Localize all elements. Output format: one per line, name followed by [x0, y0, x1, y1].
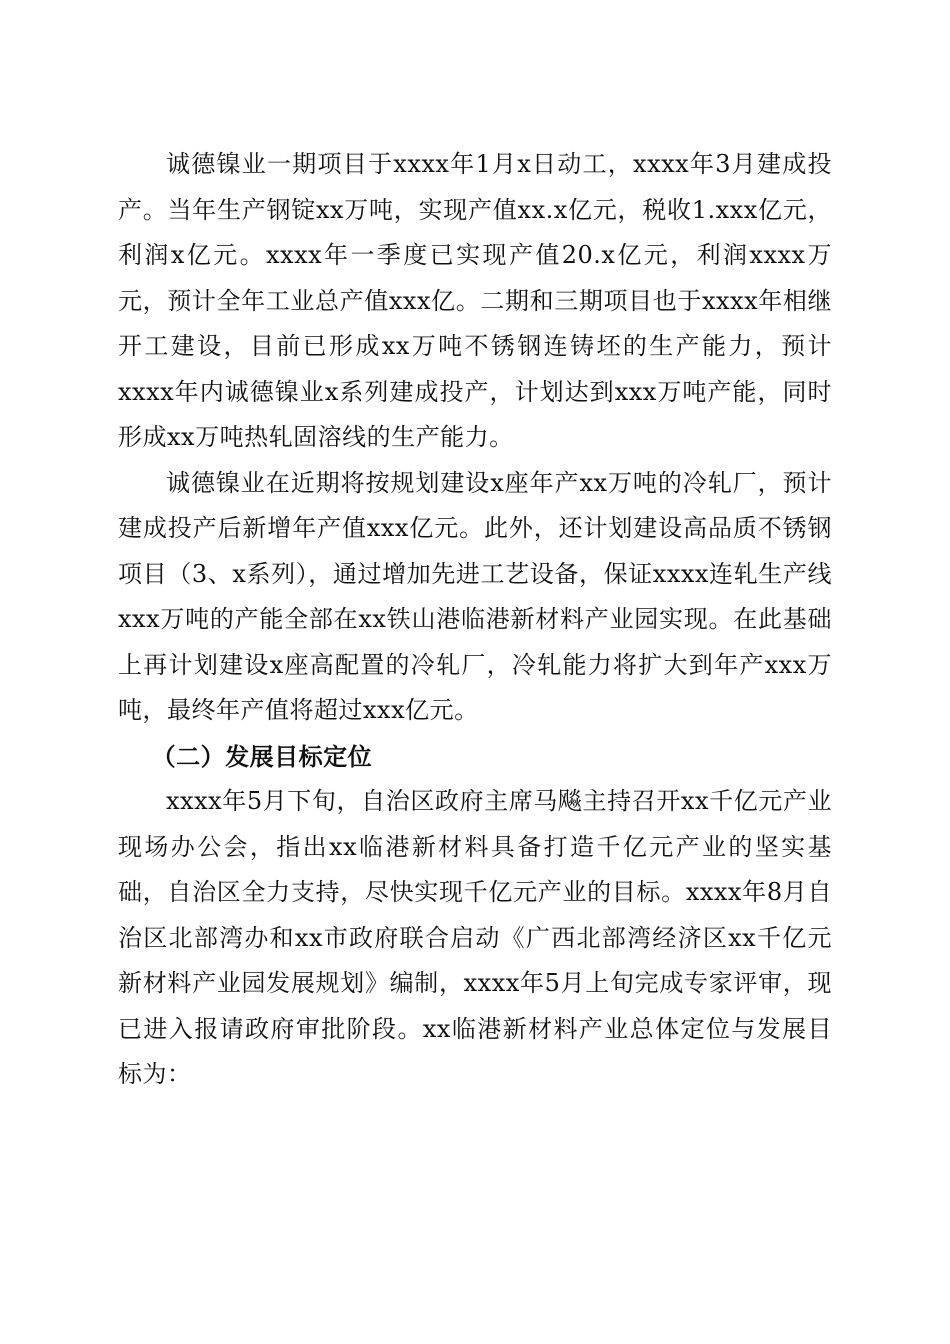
body-paragraph-2: 诚德镍业在近期将按规划建设x座年产xx万吨的冷轧厂，预计建成投产后新增年产值xxx亿元。此外，还计划建设高品质不锈钢项目（3、x系列），通过增加先进工艺设备，保证xxxx连轧生产线xxx万吨的产能全部在xx铁山港临港新材料产业园实现。在此基础上再计划建设x座高配置的冷轧厂，冷轧能力将扩大到年产xxx万吨，最终年产值将超过xxx亿元。	[118, 468, 832, 724]
body-paragraph-1: 诚德镍业一期项目于xxxx年1月x日动工，xxxx年3月建成投产。当年生产钢锭xx万吨，实现产值xx.x亿元，税收1.xxx亿元，利润x亿元。xxxx年一季度已实现产值20.x亿元，利润xxxx万元，预计全年工业总产值xxx亿。二期和三期项目也于xxxx年相继开工建设，目前已形成xx万吨不锈钢连铸坯的生产能力，预计xxxx年内诚德镍业x系列建成投产，计划达到xxx万吨产能，同时形成xx万吨热轧固溶线的生产能力。	[118, 150, 832, 451]
body-paragraph-3: xxxx年5月下旬，自治区政府主席马飚主持召开xx千亿元产业现场办公会，指出xx临港新材料具备打造千亿元产业的坚实基础，自治区全力支持，尽快实现千亿元产业的目标。xxxx年8月自治区北部湾办和xx市政府联合启动《广西北部湾经济区xx千亿元新材料产业园发展规划》编制，xxxx年5月上旬完成专家评审，现已进入报请政府审批阶段。xx临港新材料产业总体定位与发展目标为：	[118, 787, 832, 1088]
document-page	[118, 142, 832, 1098]
section-heading: （二）发展目标定位	[151, 741, 373, 771]
